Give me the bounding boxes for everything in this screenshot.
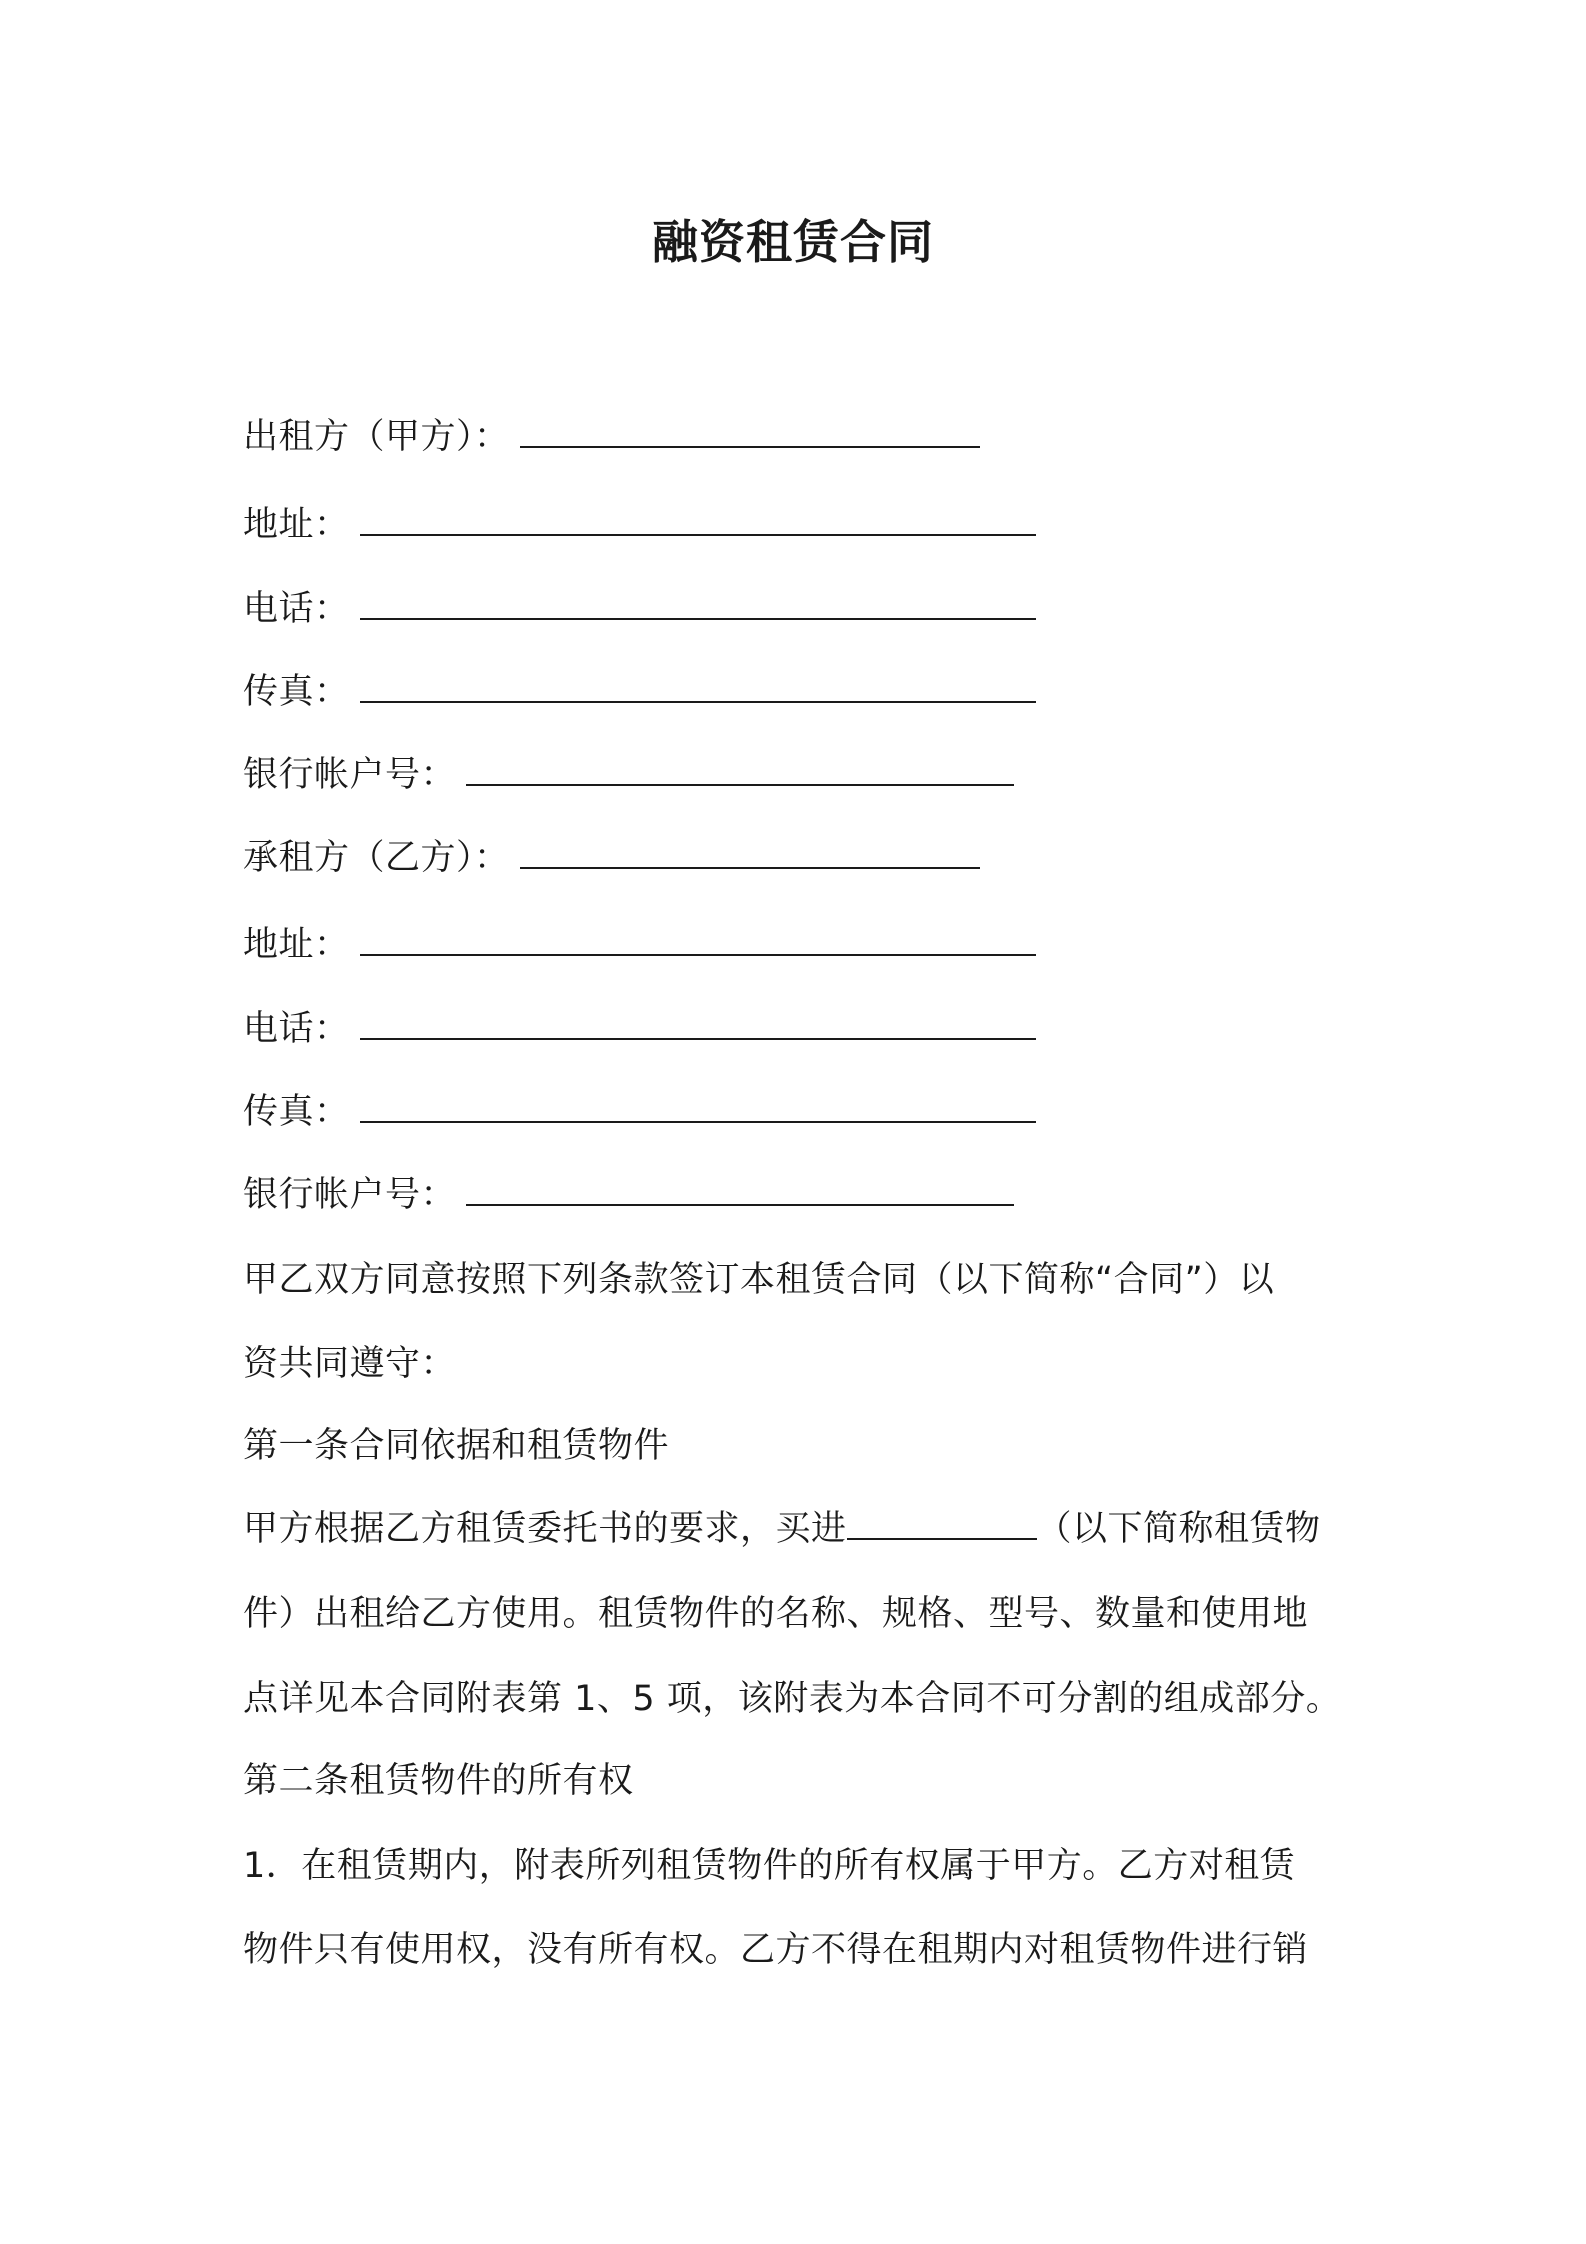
article-2-line-1: 1．在租赁期内，附表所列租赁物件的所有权属于甲方。乙方对租赁 — [243, 1846, 1296, 1886]
article-1-line-1-post: （以下简称租赁物 — [1036, 1509, 1321, 1549]
lessee-phone-label: 电话： — [243, 1009, 350, 1049]
lessor-phone-line — [243, 584, 1036, 633]
lessor-address-blank[interactable] — [360, 500, 1036, 536]
lessor-bank-blank[interactable] — [466, 750, 1014, 786]
lessor-fax-label: 传真： — [243, 672, 350, 712]
lessor-bank-line — [243, 750, 1014, 799]
lessee-phone-blank[interactable] — [360, 1004, 1036, 1040]
lessor-name-blank[interactable] — [520, 412, 980, 448]
lessor-address-line — [243, 500, 1036, 549]
article-1-line-3: 点详见本合同附表第 1、5 项，该附表为本合同不可分割的组成部分。 — [243, 1679, 1342, 1719]
lessor-phone-blank[interactable] — [360, 584, 1036, 620]
lessor-fax-line — [243, 667, 1036, 716]
article-1-line-2: 件）出租给乙方使用。租赁物件的名称、规格、型号、数量和使用地 — [243, 1594, 1309, 1634]
lessee-address-blank[interactable] — [360, 920, 1036, 956]
lessee-phone-line — [243, 1004, 1036, 1053]
lessor-fax-blank[interactable] — [360, 667, 1036, 703]
lessor-heading-line — [243, 412, 980, 461]
lessee-address-line — [243, 920, 1036, 969]
purchase-item-blank[interactable] — [847, 1506, 1037, 1540]
lessor-heading-label: 出租方（甲方）： — [243, 417, 510, 457]
lessee-fax-blank[interactable] — [360, 1087, 1036, 1123]
document-title: 融资租赁合同 — [652, 215, 934, 269]
article-1-line-1-pre: 甲方根据乙方租赁委托书的要求，买进 — [243, 1509, 847, 1549]
lessee-name-blank[interactable] — [520, 833, 980, 869]
lessor-address-label: 地址： — [243, 505, 350, 545]
article-1-heading: 第一条合同依据和租赁物件 — [243, 1426, 670, 1466]
intro-line-2: 资共同遵守： — [243, 1344, 457, 1384]
lessee-heading-label: 承租方（乙方）： — [243, 838, 510, 878]
lessee-address-label: 地址： — [243, 925, 350, 965]
lessee-bank-line — [243, 1170, 1014, 1219]
lessor-bank-label: 银行帐户号： — [243, 755, 457, 795]
lessee-fax-label: 传真： — [243, 1092, 350, 1132]
lessee-bank-blank[interactable] — [466, 1170, 1014, 1206]
lessee-fax-line — [243, 1087, 1036, 1136]
article-2-heading: 第二条租赁物件的所有权 — [243, 1761, 634, 1801]
lessee-bank-label: 银行帐户号： — [243, 1175, 457, 1215]
article-2-line-2: 物件只有使用权，没有所有权。乙方不得在租期内对租赁物件进行销 — [243, 1930, 1309, 1970]
lessor-phone-label: 电话： — [243, 589, 350, 629]
intro-line-1: 甲乙双方同意按照下列条款签订本租赁合同（以下简称“合同”）以 — [243, 1260, 1275, 1300]
lessee-heading-line — [243, 833, 980, 882]
article-1-line-1 — [243, 1501, 1363, 1551]
